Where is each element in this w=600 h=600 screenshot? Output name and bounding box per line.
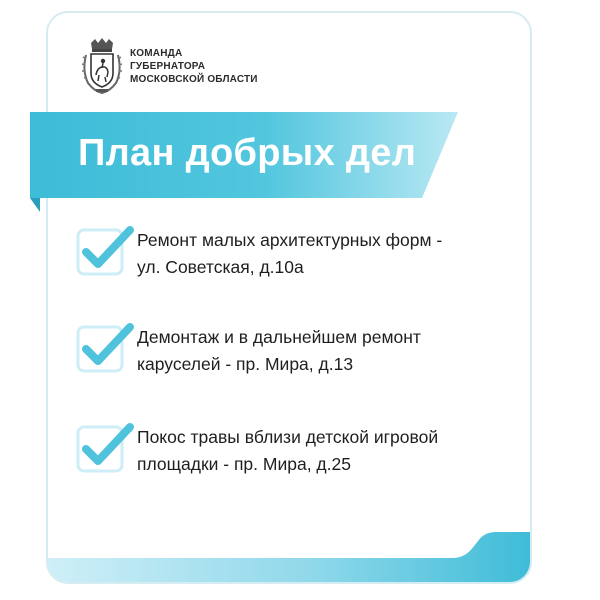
task-2-line-2: каруселей - пр. Мира, д.13: [137, 354, 354, 374]
task-item-1: [76, 226, 477, 281]
task-1-line-1: Ремонт малых архитектурных форм -: [137, 230, 443, 250]
governor-team-logo: [80, 37, 258, 95]
task-text-2: [137, 324, 477, 378]
checkmark-icon: [76, 423, 136, 475]
task-3-line-2: площадки - пр. Мира, д.25: [137, 454, 351, 474]
logo-line-1: КОМАНДА: [130, 47, 183, 59]
task-text-1: [137, 227, 477, 281]
task-1-line-2: ул. Советская, д.10а: [137, 257, 304, 277]
content-card: [46, 11, 532, 584]
task-3-line-1: Покос травы вблизи детской игровой: [137, 427, 439, 447]
checkmark-icon: [76, 226, 136, 278]
task-item-3: [76, 423, 477, 478]
logo-line-3: МОСКОВСКОЙ ОБЛАСТИ: [130, 73, 258, 85]
bottom-decorative-band: [48, 530, 530, 582]
checkmark-icon: [76, 323, 136, 375]
moscow-oblast-coat-of-arms-icon: [80, 37, 124, 95]
task-2-line-1: Демонтаж и в дальнейшем ремонт: [137, 327, 421, 347]
task-text-3: [137, 424, 477, 478]
logo-line-2: ГУБЕРНАТОРА: [130, 60, 206, 72]
task-item-2: [76, 323, 477, 378]
banner-title: План добрых дел: [78, 132, 417, 174]
